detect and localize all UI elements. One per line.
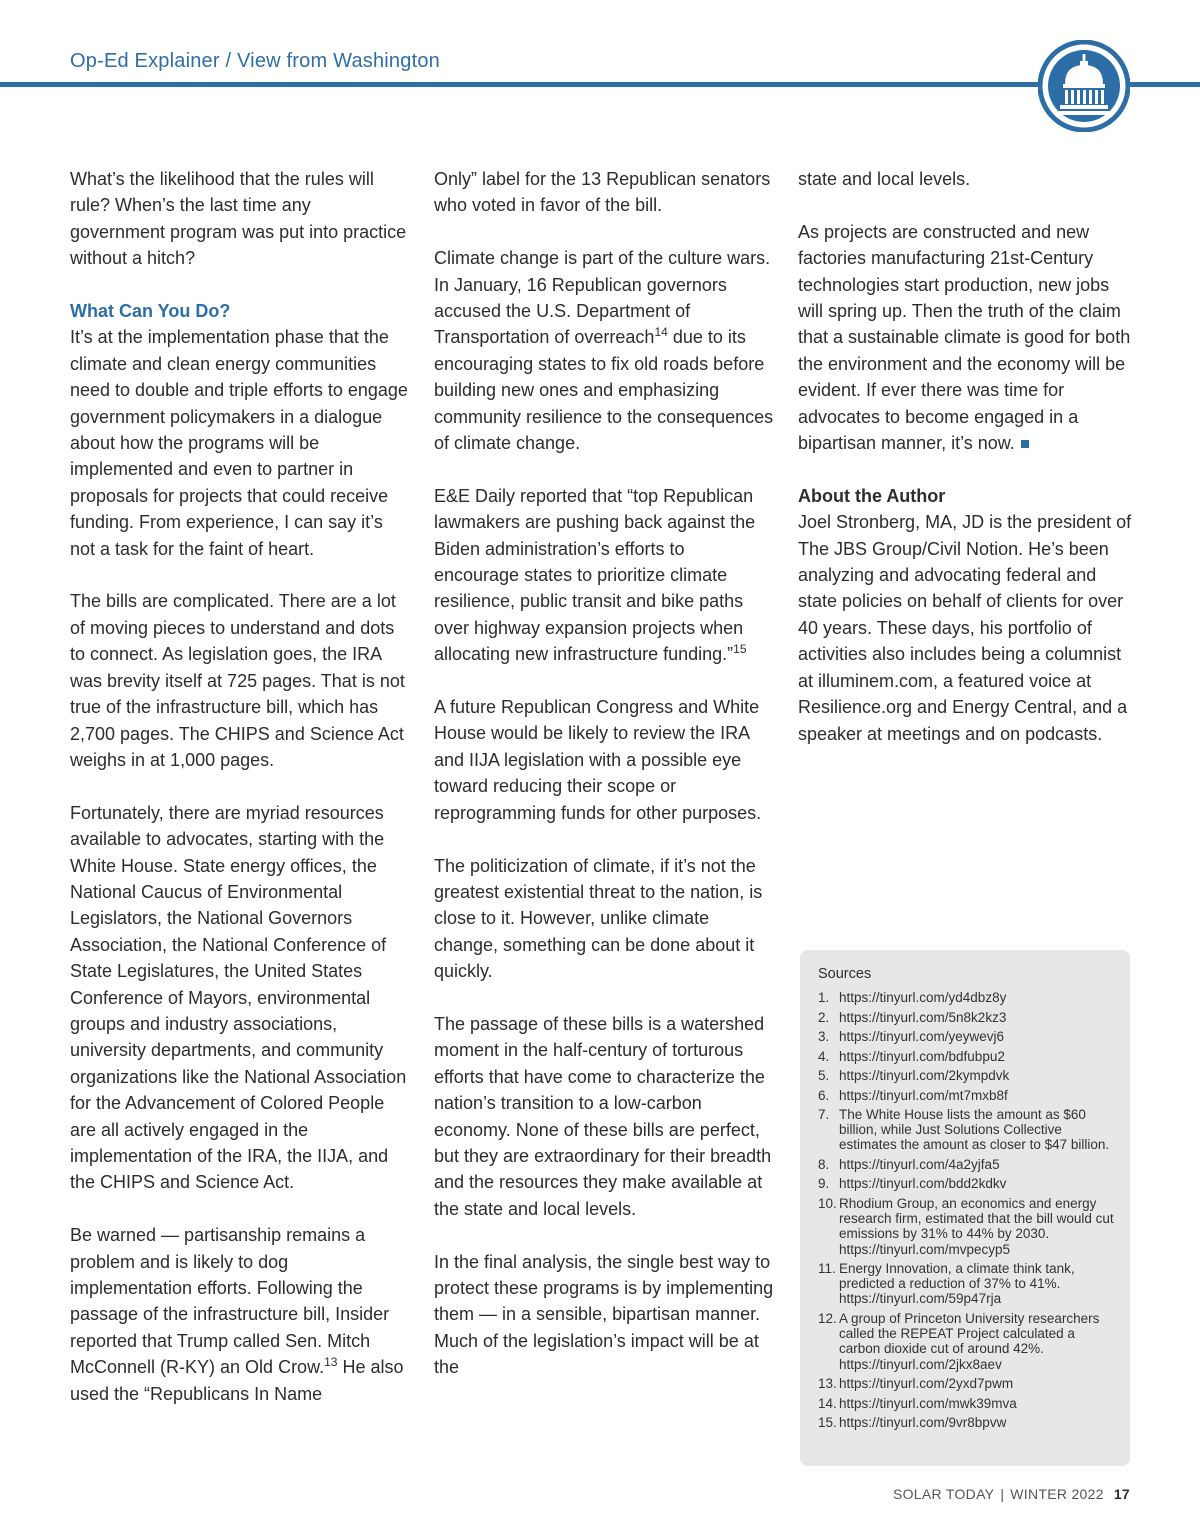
source-text: https://tinyurl.com/bdfubpu2 — [839, 1048, 1005, 1064]
issue-label: WINTER 2022 — [1010, 1486, 1104, 1502]
article-paragraph: What’s the likelihood that the rules will rule? When’s the last time any government program was put into practice without a hitch? — [70, 169, 407, 269]
source-number: 6. — [818, 1087, 830, 1103]
article-paragraph: Only” label for the 13 Republican senators who voted in favor of the bill. — [434, 169, 771, 216]
paragraph-text: due to its encouraging states to fix old roads before building new ones and emphasizing community resilience to the consequences of climate change. — [434, 327, 774, 454]
article-paragraph — [434, 245, 774, 456]
article-paragraph — [434, 483, 774, 668]
source-text: https://tinyurl.com/yeywevj6 — [839, 1029, 1005, 1044]
source-item — [818, 1176, 1118, 1191]
source-text: The White House lists the amount as $60 billion, while Just Solutions Collective estimates the amount as closer to $47 billion. — [839, 1107, 1110, 1153]
footnote-ref: 14 — [654, 325, 668, 340]
paragraph-text: E&E Daily reported that “top Republican lawmakers are pushing back against the Biden administration’s efforts to encourage states to prioritize climate resilience, public transit and bike paths over highway expansion projects when allocating new infrastructure funding.” — [434, 485, 756, 665]
source-text: Energy Innovation, a climate think tank, predicted a reduction of 37% to 41%. https://tinyurl.com/59p47rja — [839, 1261, 1075, 1307]
source-number: 12. — [818, 1310, 837, 1326]
sources-title: Sources — [818, 966, 872, 982]
page-footer — [893, 1486, 1130, 1502]
source-text: A group of Princeton University researchers called the REPEAT Project calculated a carbon dioxide cut of around 42%. https://tinyurl.com/2jkx8aev — [839, 1310, 1100, 1372]
article-paragraph: The passage of these bills is a watershed moment in the half-century of torturous efforts that have come to characterize the nation’s transition to a low-carbon economy. None of these bills are perfect, but they are extraordinary for their breadth and the resources they make available at the state and local levels. — [434, 1013, 772, 1219]
source-text: https://tinyurl.com/5n8k2kz3 — [839, 1009, 1007, 1025]
article-paragraph: It’s at the implementation phase that the climate and clean energy communities need to double and triple efforts to engage government policymakers in a dialogue about how the programs will be implemented and even to partner in proposals for projects that could receive funding. From experience, I can say it’s not a task for the faint of heart. — [70, 327, 408, 559]
source-text: https://tinyurl.com/bdd2kdkv — [839, 1176, 1007, 1192]
header-rule — [0, 82, 1200, 87]
paragraph-text: He also used the “Republicans In Name — [70, 1357, 404, 1404]
source-number: 15. — [818, 1415, 837, 1431]
article-column-3 — [798, 166, 1138, 747]
source-item — [818, 1415, 1118, 1430]
source-item — [818, 1049, 1118, 1064]
source-item — [818, 1157, 1118, 1172]
sources-list — [818, 990, 1118, 1430]
source-number: 1. — [818, 990, 830, 1005]
footer-separator: | — [1000, 1486, 1005, 1502]
sources-box — [800, 950, 1130, 1466]
article-paragraph: A future Republican Congress and White House would be likely to review the IRA and IIJA legislation with a possible eye toward reducing their scope or reprogramming funds for other purposes. — [434, 697, 762, 823]
source-number: 13. — [818, 1376, 837, 1392]
source-text: https://tinyurl.com/9vr8bpvw — [839, 1415, 1007, 1431]
source-text: https://tinyurl.com/mt7mxb8f — [839, 1087, 1008, 1103]
page-number: 17 — [1113, 1486, 1130, 1502]
source-number: 9. — [818, 1176, 830, 1192]
source-number: 14. — [818, 1395, 837, 1411]
source-text: https://tinyurl.com/2yxd7pwm — [839, 1376, 1014, 1392]
source-text: Rhodium Group, an economics and energy research firm, estimated that the bill would cut emissions by 31% to 44% by 2030. https://tinyurl.com/mvpecyp5 — [839, 1195, 1114, 1257]
paragraph-text: Be warned — partisanship remains a problem and is likely to dog implementation efforts. Following the passage of the infrastructure bill, Insider reported that Trump called Sen. Mitch McConnell (R-KY) an Old Crow. — [70, 1225, 390, 1378]
source-item — [818, 1261, 1118, 1307]
source-item — [818, 990, 1118, 1005]
source-item — [818, 1010, 1118, 1025]
article-column-2 — [434, 166, 774, 1381]
section-title: Op-Ed Explainer / View from Washington — [70, 50, 440, 72]
source-item — [818, 1196, 1118, 1257]
capitol-dome-icon — [1038, 40, 1130, 132]
source-number: 2. — [818, 1009, 830, 1025]
source-number: 5. — [818, 1068, 830, 1083]
footnote-ref: 13 — [324, 1355, 338, 1370]
source-text: https://tinyurl.com/mwk39mva — [839, 1395, 1017, 1411]
source-item — [818, 1107, 1118, 1153]
source-text: https://tinyurl.com/2kympdvk — [839, 1068, 1010, 1083]
source-item — [818, 1088, 1118, 1103]
source-number: 4. — [818, 1048, 830, 1064]
source-number: 10. — [818, 1195, 837, 1211]
article-paragraph: Fortunately, there are myriad resources available to advocates, starting with the White House. State energy offices, the National Caucus of Environmental Legislators, the National Governors Association, the National Conference of State Legislatures, the United States Conference of Mayors, environmental groups and industry associations, university departments, and community organizations like the National Association for the Advancement of Colored People are all actively engaged in the implementation of the IRA, the IIJA, and the CHIPS and Science Act. — [70, 802, 407, 1193]
about-author-heading: About the Author — [798, 485, 946, 506]
article-column-1 — [70, 166, 410, 1407]
source-item — [818, 1376, 1118, 1391]
source-number: 3. — [818, 1029, 830, 1044]
article-paragraph: The bills are complicated. There are a lot of moving pieces to understand and dots to connect. As legislation goes, the IRA was brevity itself at 725 pages. That is not true of the infrastructure bill, which has 2,700 pages. The CHIPS and Science Act weighs in at 1,000 pages. — [70, 591, 405, 770]
paragraph-text: As projects are constructed and new factories manufacturing 21st-Century technologies start production, new jobs will spring up. Then the truth of the claim that a sustainable climate is good for both the environment and the economy will be evident. If ever there was time for advocates to become engaged in a bipartisan manner, it’s now. — [798, 221, 1131, 454]
source-number: 8. — [818, 1156, 830, 1172]
source-number: 11. — [818, 1261, 836, 1277]
article-paragraph: state and local levels. — [798, 169, 971, 189]
article-paragraph — [70, 1222, 410, 1407]
end-mark-icon — [1021, 440, 1029, 448]
paragraph-text: Climate change is part of the culture wars. In January, 16 Republican governors accused the U.S. Department of Transportation of overreach — [434, 248, 771, 348]
source-item — [818, 1396, 1118, 1411]
source-number: 7. — [818, 1107, 830, 1122]
article-paragraph: In the final analysis, the single best way to protect these programs is by implementing them — in a sensible, bipartisan manner. Much of the legislation’s impact will be at the — [434, 1251, 774, 1378]
source-text: https://tinyurl.com/yd4dbz8y — [839, 990, 1007, 1005]
source-text: https://tinyurl.com/4a2yjfa5 — [839, 1156, 1000, 1172]
footnote-ref: 15 — [733, 642, 747, 657]
article-paragraph — [798, 219, 1138, 457]
source-item — [818, 1068, 1118, 1083]
author-bio: Joel Stronberg, MA, JD is the president of The JBS Group/Civil Notion. He’s been analyzing and advocating federal and state policies on behalf of clients for over 40 years. These days, his portfolio of activities also includes being a columnist at illuminem.com, a featured voice at Resilience.org and Energy Central, and a speaker at meetings and on podcasts. — [798, 512, 1132, 744]
source-item — [818, 1029, 1118, 1044]
publication-name: SOLAR TODAY — [892, 1486, 995, 1502]
article-paragraph: The politicization of climate, if it’s not the greatest existential threat to the nation, is close to it. However, unlike climate change, something can be done about it quickly. — [434, 855, 763, 982]
section-heading: What Can You Do? — [70, 301, 231, 322]
source-item — [818, 1311, 1118, 1372]
